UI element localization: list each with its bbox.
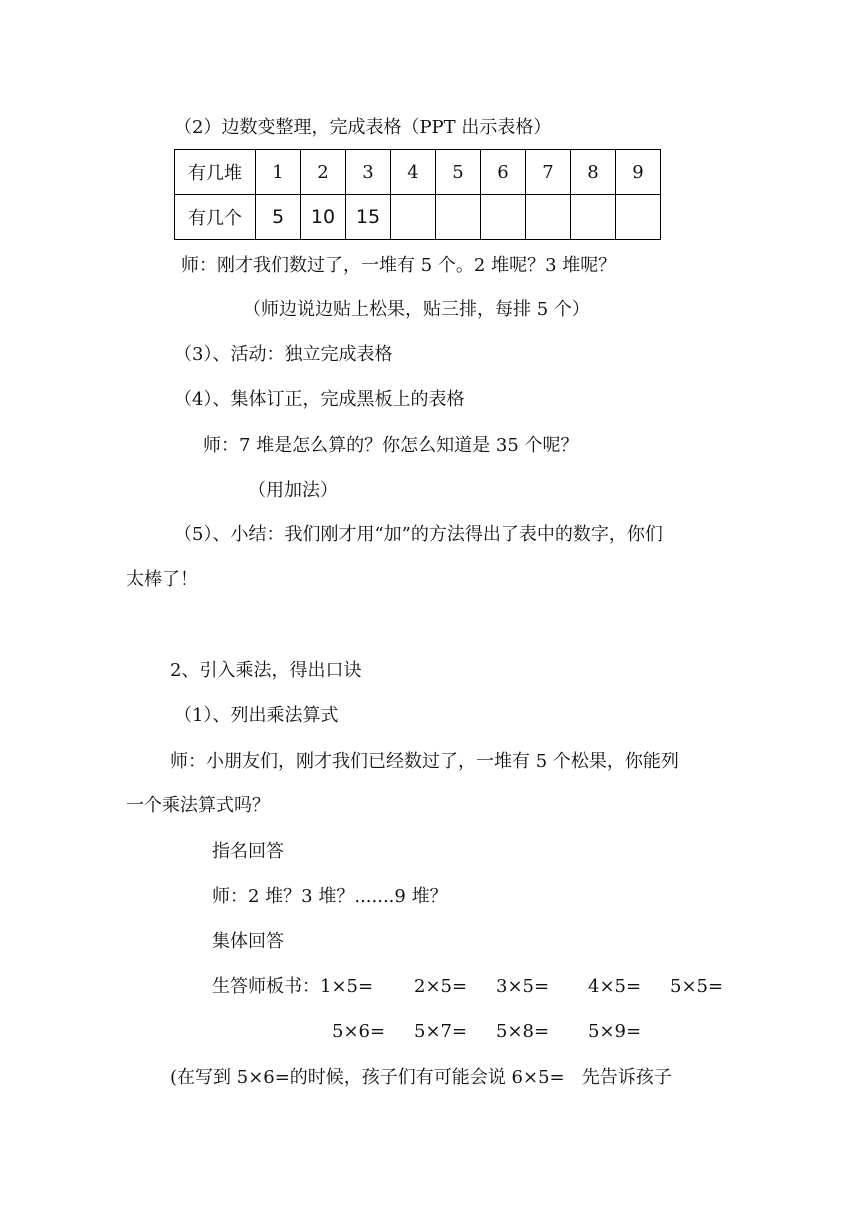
- paragraph-line: 太棒了！: [126, 569, 198, 590]
- paragraph-line: 师：刚才我们数过了，一堆有 5 个。2 堆呢？3 堆呢？: [181, 255, 617, 276]
- table-cell: 15: [346, 195, 391, 240]
- equation: 5×8=: [496, 1021, 550, 1042]
- paragraph-line: （用加法）: [248, 480, 338, 501]
- paragraph-line: (在写到 5×6=的时候，孩子们有可能会说 6×5= 先告诉孩子: [170, 1067, 672, 1088]
- section-heading: 2、引入乘法，得出口诀: [170, 660, 362, 681]
- row-label: 有几堆: [175, 150, 256, 195]
- equation: 2×5=: [414, 976, 468, 997]
- table-cell: [616, 195, 661, 240]
- paragraph-line: （3）、活动：独立完成表格: [174, 344, 393, 365]
- table-cell: 5: [256, 195, 301, 240]
- paragraph-line: 指名回答: [212, 841, 284, 862]
- equation: 5×6=: [332, 1021, 386, 1042]
- table-cell: [526, 195, 571, 240]
- paragraph-line: 师：7 堆是怎么算的？你怎么知道是 35 个呢？: [203, 435, 579, 456]
- table-cell: 8: [571, 150, 616, 195]
- paragraph-line: 师：小朋友们，刚才我们已经数过了，一堆有 5 个松果，你能列: [170, 751, 679, 772]
- paragraph-line: （4）、集体订正，完成黑板上的表格: [174, 389, 465, 410]
- paragraph-line: 师：2 堆？3 堆？.......9 堆？: [212, 886, 448, 907]
- table-row: [175, 195, 661, 240]
- table-cell: [571, 195, 616, 240]
- paragraph-line: （1）、列出乘法算式: [174, 705, 339, 726]
- table-cell: [436, 195, 481, 240]
- table-cell: 2: [301, 150, 346, 195]
- equation: 5×7=: [414, 1021, 468, 1042]
- equation: 5×9=: [588, 1021, 642, 1042]
- table-row: [175, 150, 661, 195]
- board-equation-line: 生答师板书：1×5=: [212, 976, 374, 997]
- table-cell: [391, 195, 436, 240]
- table-cell: 3: [346, 150, 391, 195]
- table-cell: 10: [301, 195, 346, 240]
- row-label: 有几个: [175, 195, 256, 240]
- table-cell: 9: [616, 150, 661, 195]
- table-cell: 4: [391, 150, 436, 195]
- count-table: [174, 149, 661, 240]
- equation: 4×5=: [588, 976, 642, 997]
- section-heading: （2）边数变整理，完成表格（PPT 出示表格）: [174, 117, 552, 138]
- table-cell: 1: [256, 150, 301, 195]
- table-cell: [481, 195, 526, 240]
- table-cell: 6: [481, 150, 526, 195]
- paragraph-line: （5）、小结：我们刚才用“加”的方法得出了表中的数字，你们: [174, 524, 663, 545]
- paragraph-line: （师边说边贴上松果，贴三排，每排 5 个）: [243, 299, 590, 320]
- table-cell: 7: [526, 150, 571, 195]
- equation: 5×5=: [670, 976, 724, 997]
- table-cell: 5: [436, 150, 481, 195]
- equation: 3×5=: [496, 976, 550, 997]
- paragraph-line: 一个乘法算式吗？: [126, 795, 270, 816]
- paragraph-line: 集体回答: [212, 931, 284, 952]
